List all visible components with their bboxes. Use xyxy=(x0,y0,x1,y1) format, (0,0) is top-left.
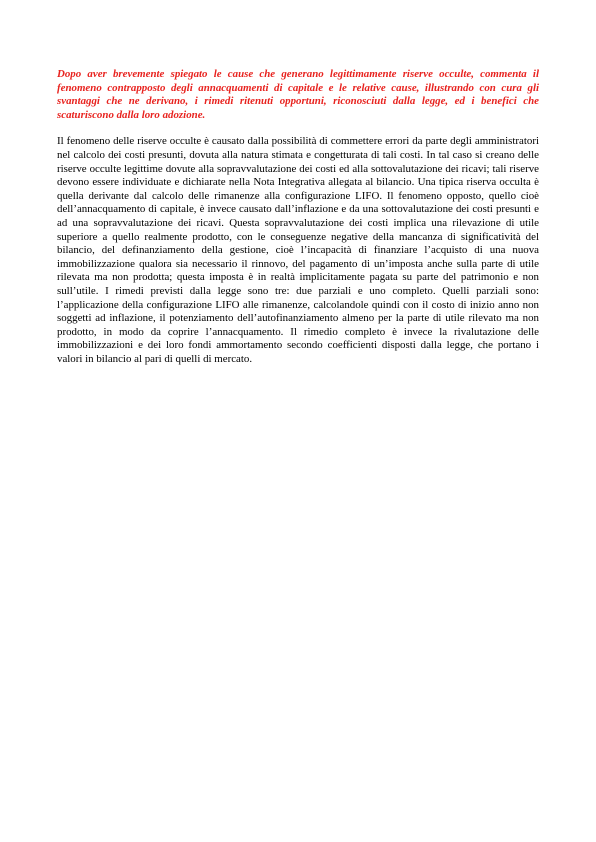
answer-text: Il fenomeno delle riserve occulte è causato dalla possibilità di commettere errori da parte degli amministratori nel calcolo dei costi presunti, dovuta alla natura stimata e congetturata di tali costi. In tal caso si creano delle riserve occulte legittime dovute alla sopravvalutazione dei costi ed alla sottovalutazione dei ricavi; tali riserve devono essere individuate e dichiarate nella Nota Integrativa allegata al bilancio. Una tipica riserva occulta è quella derivante dal calcolo delle rimanenze alla configurazione LIFO. Il fenomeno opposto, quello cioè dell’annacquamento di capitale, è invece causato dall’inflazione e da una sottovalutazione dei costi presunti e ad una sopravvalutazione dei ricavi. Questa sopravvalutazione dei costi implica una rilevazione di utile superiore a quello realmente prodotto, con le conseguenze negative della mancanza di significatività del bilancio, del definanziamento della gestione, cioè l’incapacità di finanziare l’acquisto di una nuova immobilizzazione qualora sia necessario il rinnovo, del pagamento di un’imposta anche sulla parte di utile rilevata ma non prodotta; questa imposta è in realtà implicitamente pagata su parte del patrimonio e non sull’utile. I rimedi previsti dalla legge sono tre: due parziali e uno completo. Quelli parziali sono: l’applicazione della configurazione LIFO alle rimanenze, calcolandole quindi con il costo di inizio anno non soggetti ad inflazione, il potenziamento dell’autofinanziamento almeno per la parte di utile rilevato ma non prodotto, in modo da coprire l’annacquamento. Il rimedio completo è invece la rivalutazione delle immobilizzazioni e dei loro fondi ammortamento secondo coefficienti disposti dalla legge, che portano i valori in bilancio al pari di quelli di mercato. xyxy=(57,135,539,365)
question-text: Dopo aver brevemente spiegato le cause che generano legittimamente riserve occulte, commenta il fenomeno contrapposto degli annacquamenti di capitale e le relative cause, illustrando con cura gli svantaggi che ne derivano, i rimedi ritenuti opportuni, riconosciuti dalla legge, ed i benefici che scaturiscono dalla loro adozione. xyxy=(57,68,539,121)
document-page xyxy=(57,68,539,366)
